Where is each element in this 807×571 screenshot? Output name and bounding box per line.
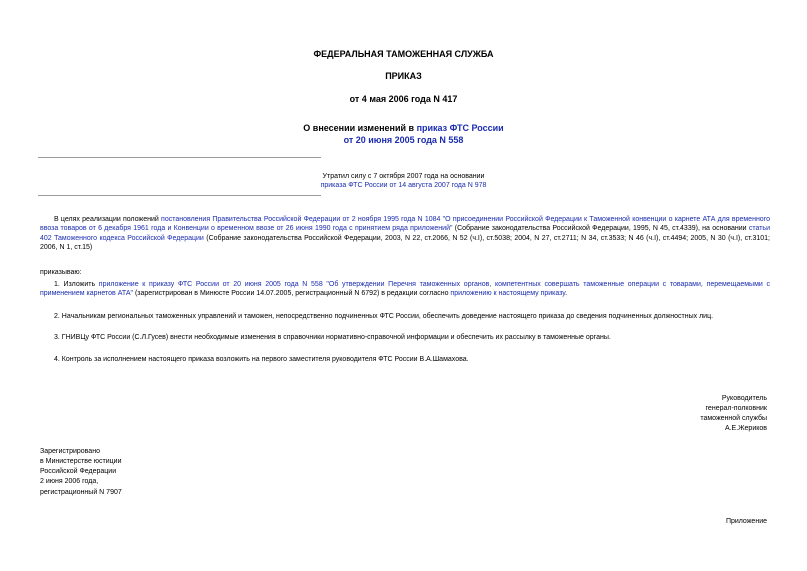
- link-customs-code-art-402[interactable]: статьи 402 Таможенного кодекса Российской Федерации: [40, 225, 770, 242]
- registration-line-3: Российской Федерации: [40, 468, 117, 476]
- item-1-text-2: (зарегистрирован в Минюсте России 14.07.2005, регистрационный N 6792) в редакции согласно: [133, 290, 451, 298]
- title-link-order-558[interactable]: приказ ФТС России: [416, 123, 504, 133]
- preamble-text-3: (Собрание законодательства Российской Федерации, 2003, N 22, ст.2066, N 52 (ч.I), ст.5038; 2004, N 27, ст.2711; N 34, ст.3533; N 46 (ч.I), ст.4494; 2005, N 30 (ч.I), ст.3101; 2006, N 1, ст.15): [40, 234, 771, 252]
- registration-block: [40, 447, 122, 498]
- item-4: 4. Контроль за исполнением настоящего приказа возложить на первого заместителя руководителя ФТС России В.А.Шамахова.: [54, 356, 469, 363]
- doc-date-heading: от 4 мая 2006 года N 417: [349, 94, 458, 104]
- signature-block: [700, 394, 767, 435]
- signature-line-2: генерал-полковник: [705, 405, 767, 413]
- title-link-order-558-date[interactable]: от 20 июня 2005 года N 558: [343, 135, 464, 146]
- agency-heading: ФЕДЕРАЛЬНАЯ ТАМОЖЕННАЯ СЛУЖБА: [313, 49, 494, 59]
- item-1: [40, 280, 770, 299]
- item-1-text-3: .: [565, 290, 568, 298]
- signature-line-4: А.Е.Жериков: [724, 425, 767, 433]
- link-appendix-this-order[interactable]: приложению к настоящему приказу: [450, 290, 566, 298]
- item-2: 2. Начальникам региональных таможенных управлений и таможен, непосредственно подчиненных ФТС России, обеспечить доведение настоящего приказа до сведения подчиненных должностных лиц.: [54, 313, 714, 320]
- link-appendix-order-558[interactable]: приложение к приказу ФТС России от 20 июня 2005 года N 558 "Об утверждении Перечня таможенных органов, компетентных совершать таможенные операции с товарами, перемещаемыми с применением карнетов АТА": [40, 281, 770, 298]
- signature-line-3: таможенной службы: [700, 415, 767, 423]
- divider-bottom: [38, 195, 321, 196]
- registration-line-5: регистрационный N 7907: [40, 488, 122, 496]
- appendix-label: Приложение: [725, 518, 767, 525]
- link-resolution-1084[interactable]: постановления Правительства Российской Федерации от 2 ноября 1995 года N 1084 "О присоединении Российской Федерации к Таможенной конвенции о карнете АТА для временного ввоза товаров от 6 декабря 1961 года и Конвенции о временном ввозе от 26 июня 1990 года с принятием ряда приложений": [40, 216, 770, 233]
- item-3: 3. ГНИВЦу ФТС России (С.Л.Гусев) внести необходимые изменения в справочники нормативно-справочной информации и обеспечить их рассылку в таможенные органы.: [54, 334, 611, 341]
- registration-line-2: в Министерстве юстиции: [40, 458, 122, 466]
- preamble-paragraph: [40, 215, 770, 253]
- preamble-text-1: В целях реализации положений: [54, 216, 162, 223]
- order-word: приказываю:: [40, 269, 82, 276]
- item-1-text-1: 1. Изложить: [54, 281, 99, 288]
- status-note-text: Утратил силу с 7 октября 2007 года на основании: [322, 173, 485, 180]
- registration-line-4: 2 июня 2006 года,: [40, 478, 99, 486]
- doc-title: [0, 122, 807, 146]
- signature-line-1: Руководитель: [721, 395, 767, 402]
- preamble-text-2: (Собрание законодательства Российской Федерации, 1995, N 45, ст.4339), на основании: [452, 225, 749, 233]
- status-note: [0, 172, 807, 191]
- registration-line-1: Зарегистрировано: [40, 448, 100, 455]
- doc-type-heading: ПРИКАЗ: [385, 71, 422, 81]
- status-link-order-978[interactable]: приказа ФТС России от 14 августа 2007 года N 978: [320, 182, 487, 190]
- divider-top: [38, 157, 321, 158]
- doc-title-text: О внесении изменений в: [303, 123, 417, 133]
